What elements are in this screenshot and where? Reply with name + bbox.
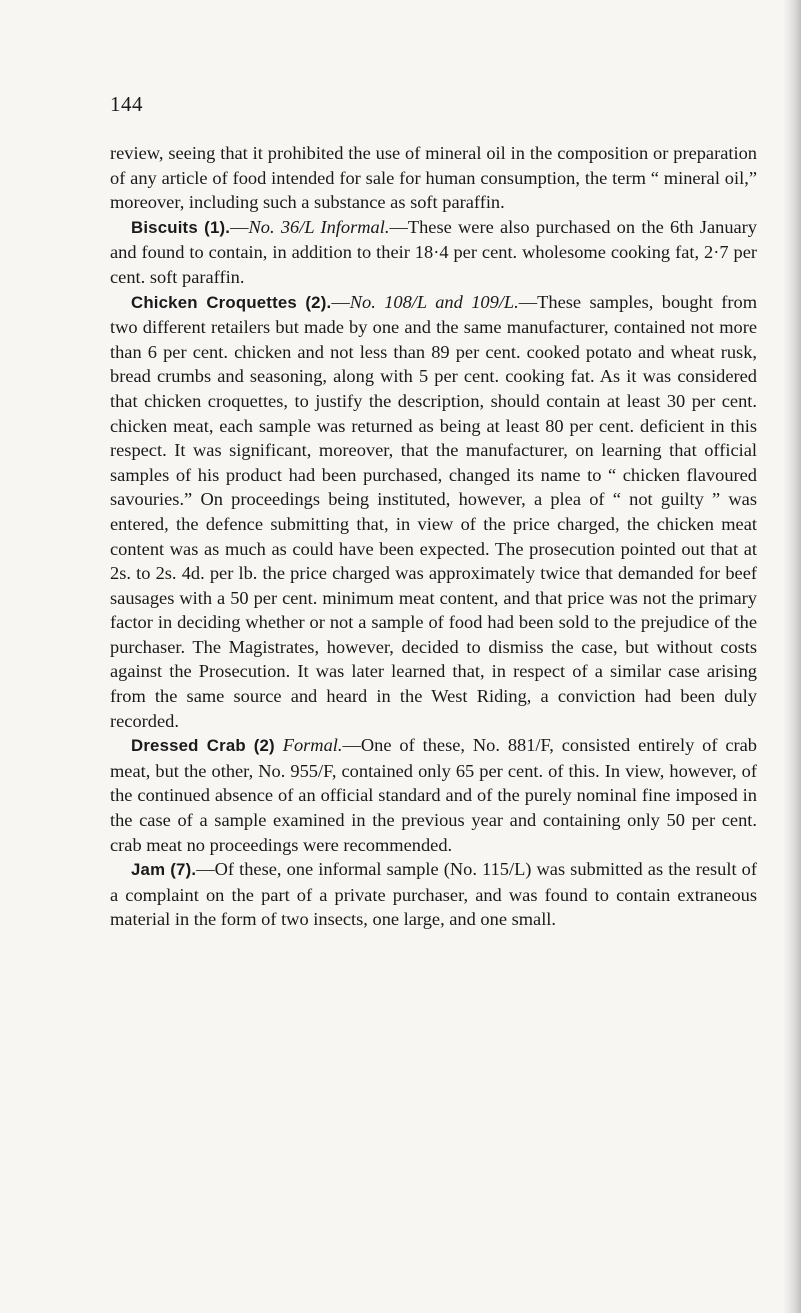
sample-reference-chicken-croquettes: No. 108/L and 109/L.: [349, 291, 519, 312]
page-edge-shadow: [783, 0, 801, 1313]
paragraph-text: —These were also purchased on the 6th January and found to contain, in addition to their 18·4 per cent. wholesome cooking fat, 2·7 per cent. soft paraffin.: [110, 216, 757, 287]
body-text: [110, 141, 757, 932]
paragraph-continuation: [110, 141, 757, 215]
paragraph-text: —Of these, one informal sample (No. 115/L) was submitted as the result of a complaint on the part of a private purchaser, and was found to contain extraneous material in the form of two insects, one large, and one small.: [110, 859, 757, 930]
paragraph-text: —One of these, No. 881/F, consisted entirely of crab meat, but the other, No. 955/F, contained only 65 per cent. of this. In view, however, of the continued absence of an official standard and of the purely nominal fine imposed in the case of a sample examined in the previous year and containing only 50 per cent. crab meat no proceedings were recommended.: [110, 735, 757, 855]
section-count-chicken-croquettes: (2).: [305, 292, 332, 312]
paragraph-text: —These samples, bought from two different retailers but made by one and the same manufacturer, contained not more than 6 per cent. chicken and not less than 89 per cent. cooked potato and wheat rusk, bread crumbs and seasoning, along with 5 per cent. cooking fat. As it was considered that chicken croquettes, to justify the description, should contain at least 30 per cent. chicken meat, each sample was returned as being at least 80 per cent. deficient in this respect. It was significant, moreover, that the manufacturer, on learning that official samples of his product had been purchased, changed its name to “ chicken flavoured savouries.” On proceedings being instituted, however, a plea of “ not guilty ” was entered, the defence submitting that, in view of the price charged, the chicken meat content was as much as could have been expected. The prosecution pointed out that at 2s. to 2s. 4d. per lb. the price charged was approximately twice that demanded for beef sausages with a 50 per cent. minimum meat content, and that price was not the primary factor in deciding whether or not a sample of food had been sold to the prejudice of the purchaser. The Magistrates, however, decided to dismiss the case, but without costs against the Prosecution. It was later learned that, in respect of a similar case arising from the same source and heard in the West Riding, a conviction had been duly recorded.: [110, 291, 757, 731]
ref-dash: —: [331, 291, 350, 312]
section-heading-chicken-croquettes: Chicken Croquettes: [131, 292, 297, 312]
section-heading-dressed-crab: Dressed Crab: [131, 736, 246, 756]
paragraph-biscuits: [110, 215, 757, 290]
paragraph-chicken-croquettes: [110, 290, 757, 734]
paragraph-jam: [110, 857, 757, 932]
page-number: 144: [110, 92, 143, 116]
section-count-jam: (7).: [170, 860, 197, 880]
sample-reference-biscuits: No. 36/L Informal.: [248, 216, 390, 237]
section-heading-biscuits: Biscuits: [131, 217, 198, 237]
section-count-dressed-crab: (2): [253, 736, 275, 756]
paragraph-dressed-crab: [110, 733, 757, 857]
paragraph-text: review, seeing that it prohibited the use of mineral oil in the composition or preparation of any article of food intended for sale for human consumption, the term “ mineral oil,” moreover, including such a substance as soft paraffin.: [110, 143, 757, 213]
ref-dash: —: [230, 216, 249, 237]
sample-reference-dressed-crab: Formal.: [282, 735, 343, 756]
section-count-biscuits: (1).: [204, 217, 231, 237]
section-heading-jam: Jam: [131, 860, 166, 880]
